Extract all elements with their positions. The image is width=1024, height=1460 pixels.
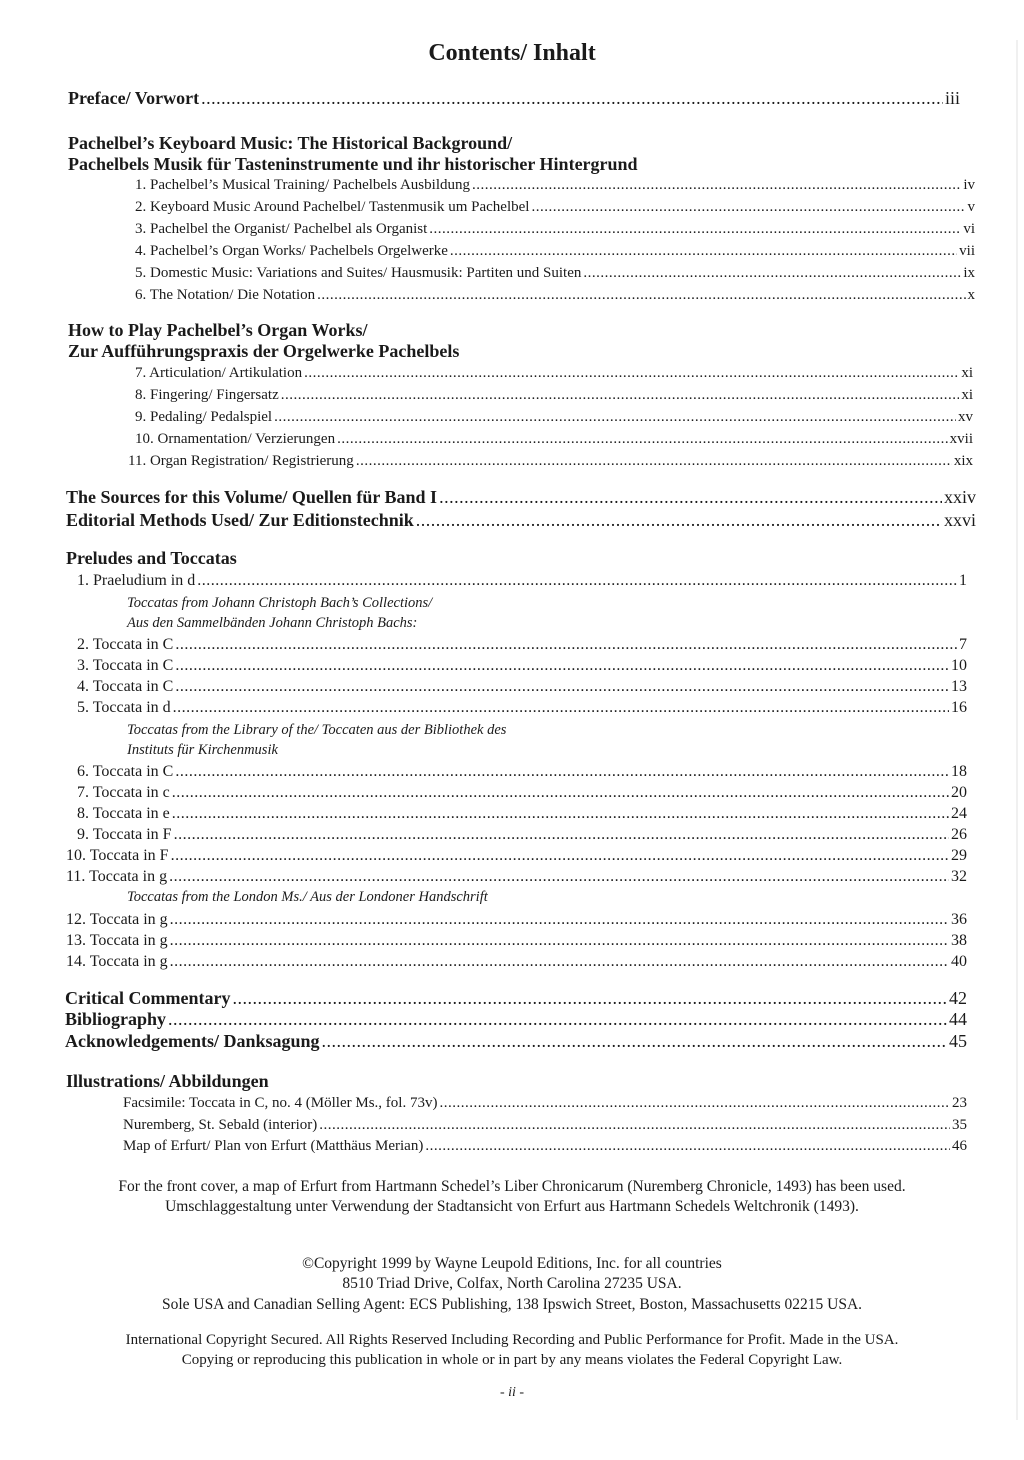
- toc-entry-acknowledgements: [65, 1031, 967, 1052]
- toc-label: 14. Toccata in g: [66, 953, 168, 970]
- toc-label: 11. Toccata in g: [66, 868, 168, 885]
- section-heading: Preludes and Toccatas: [66, 548, 237, 568]
- toc-label: 6. Toccata in C: [77, 763, 174, 780]
- toc-label: 4. Toccata in C: [77, 678, 174, 695]
- toc-entry-editorial: [66, 510, 976, 531]
- toc-entry: [123, 1095, 967, 1112]
- dot-leader: [439, 1095, 950, 1112]
- toc-page: vi: [963, 221, 975, 237]
- dot-leader: [429, 221, 961, 238]
- toc-page: xi: [961, 365, 973, 381]
- toc-label: 5. Domestic Music: Variations and Suites/ Hausmusik: Partiten und Suiten: [135, 265, 582, 281]
- toc-label: 9. Pedaling/ Pedalspiel: [135, 409, 273, 425]
- toc-label: Facsimile: Toccata in C, no. 4 (Möller Ms., fol. 73v): [123, 1095, 438, 1111]
- toc-page: 36: [951, 911, 967, 928]
- toc-page: 26: [951, 826, 967, 843]
- toc-entry-bibliography: [65, 1009, 967, 1030]
- toc-entry: [77, 763, 967, 781]
- dot-leader: [319, 1117, 950, 1134]
- toc-entry: [123, 1117, 967, 1134]
- toc-label: 10. Ornamentation/ Verzierungen: [135, 431, 336, 447]
- dot-leader: [172, 784, 949, 802]
- dot-leader: [304, 365, 959, 382]
- dot-leader: [171, 847, 949, 865]
- toc-entry: [135, 243, 975, 260]
- toc-page: 46: [952, 1138, 967, 1154]
- dot-leader: [169, 868, 949, 886]
- toc-page: 16: [951, 699, 967, 716]
- group-note: Toccatas from Johann Christoph Bach’s Collections/: [127, 595, 433, 611]
- toc-page: xix: [953, 453, 973, 469]
- dot-leader: [472, 177, 961, 194]
- toc-entry: [66, 911, 967, 929]
- copying-warning: Copying or reproducing this publication in whole or in part by any means violates the Federal Copyright Law.: [181, 1352, 843, 1368]
- section-heading: How to Play Pachelbel’s Organ Works/: [68, 320, 368, 340]
- toc-label: 1. Praeludium in d: [77, 572, 196, 589]
- toc-entry-sources: [66, 487, 976, 508]
- toc-entry: [77, 805, 967, 823]
- toc-page: iii: [944, 88, 960, 108]
- toc-label: Preface/ Vorwort: [68, 88, 200, 108]
- copyright-line: ©Copyright 1999 by Wayne Leupold Editions, Inc. for all countries: [302, 1255, 722, 1272]
- dot-leader: [416, 510, 942, 531]
- toc-label: 8. Fingering/ Fingersatz: [135, 387, 279, 403]
- toc-page: x: [967, 287, 975, 303]
- dot-leader: [170, 953, 949, 971]
- toc-entry: [66, 868, 967, 886]
- dot-leader: [425, 1138, 950, 1155]
- toc-page: 42: [949, 988, 967, 1008]
- toc-label: Acknowledgements/ Danksagung: [65, 1031, 320, 1051]
- dot-leader: [197, 572, 957, 590]
- toc-entry: [77, 784, 967, 802]
- toc-page: 45: [949, 1031, 967, 1051]
- dot-leader: [170, 911, 949, 929]
- toc-label: 4. Pachelbel’s Organ Works/ Pachelbels Orgelwerke: [135, 243, 448, 259]
- toc-label: 3. Pachelbel the Organist/ Pachelbel als Organist: [135, 221, 428, 237]
- toc-page: xxvi: [943, 510, 976, 530]
- dot-leader: [174, 826, 949, 844]
- dot-leader: [170, 932, 949, 950]
- dot-leader: [531, 199, 965, 216]
- toc-label: 13. Toccata in g: [66, 932, 168, 949]
- toc-label: 6. The Notation/ Die Notation: [135, 287, 316, 303]
- dot-leader: [175, 763, 949, 781]
- toc-label: 11. Organ Registration/ Registrierung: [128, 453, 354, 469]
- selling-agent: Sole USA and Canadian Selling Agent: ECS Publishing, 138 Ipswich Street, Boston, Massachusetts 02215 USA.: [161, 1296, 863, 1313]
- toc-entry: [135, 387, 973, 404]
- toc-label: 7. Toccata in c: [77, 784, 170, 801]
- toc-label: 9. Toccata in F: [77, 826, 172, 843]
- toc-page: 1: [959, 572, 967, 589]
- dot-leader: [172, 805, 949, 823]
- dot-leader: [232, 988, 947, 1009]
- toc-entry: [135, 199, 975, 216]
- toc-label: 12. Toccata in g: [66, 911, 168, 928]
- toc-entry: [135, 409, 973, 426]
- toc-entry: [66, 847, 967, 865]
- toc-label: Map of Erfurt/ Plan von Erfurt (Matthäus Merian): [123, 1138, 424, 1154]
- dot-leader: [583, 265, 961, 282]
- toc-label: Editorial Methods Used/ Zur Editionstechnik: [66, 510, 414, 530]
- dot-leader: [168, 1009, 947, 1030]
- toc-page: 18: [951, 763, 967, 780]
- toc-page: xi: [961, 387, 973, 403]
- toc-entry: [123, 1138, 967, 1155]
- toc-page: xxiv: [943, 487, 976, 507]
- dot-leader: [173, 699, 949, 717]
- rights-statement: International Copyright Secured. All Rights Reserved Including Recording and Public Performance for Profit. Made in the USA.: [125, 1332, 899, 1348]
- dot-leader: [175, 636, 957, 654]
- toc-page: xvii: [949, 431, 973, 447]
- toc-entry: [77, 826, 967, 844]
- toc-entry-commentary: [65, 988, 967, 1009]
- toc-entry: [128, 453, 973, 470]
- toc-page: v: [967, 199, 975, 215]
- toc-page: 20: [951, 784, 967, 801]
- toc-page: 40: [951, 953, 967, 970]
- section-heading: Illustrations/ Abbildungen: [66, 1071, 269, 1091]
- toc-label: 2. Toccata in C: [77, 636, 174, 653]
- toc-page: xv: [958, 409, 973, 425]
- toc-label: Nuremberg, St. Sebald (interior): [123, 1117, 318, 1133]
- dot-leader: [317, 287, 965, 304]
- toc-label: The Sources for this Volume/ Quellen für Band I: [66, 487, 438, 507]
- toc-page: 7: [959, 636, 967, 653]
- dot-leader: [175, 657, 949, 675]
- toc-page: 13: [951, 678, 967, 695]
- dot-leader: [281, 387, 960, 404]
- toc-label: 1. Pachelbel’s Musical Training/ Pachelbels Ausbildung: [135, 177, 470, 193]
- section-heading: Pachelbels Musik für Tasteninstrumente und ihr historischer Hintergrund: [68, 154, 638, 174]
- toc-entry: [77, 699, 967, 717]
- toc-entry: [135, 221, 975, 238]
- toc-page: 38: [951, 932, 967, 949]
- dot-leader: [274, 409, 956, 426]
- group-note: Toccatas from the London Ms./ Aus der Londoner Handschrift: [127, 889, 488, 905]
- toc-label: 2. Keyboard Music Around Pachelbel/ Tastenmusik um Pachelbel: [135, 199, 530, 215]
- cover-note-de: Umschlaggestaltung unter Verwendung der Stadtansicht von Erfurt aus Hartmann Schedels Weltchronik (1493).: [165, 1198, 859, 1215]
- page-title: Contents/ Inhalt: [428, 40, 596, 66]
- toc-entry: [135, 431, 973, 448]
- toc-entry: [77, 657, 967, 675]
- dot-leader: [201, 88, 943, 109]
- toc-entry-preface: [68, 88, 960, 109]
- toc-page: vii: [959, 243, 975, 259]
- toc-entry: [135, 177, 975, 194]
- toc-page: 29: [951, 847, 967, 864]
- toc-entry: [135, 265, 975, 282]
- toc-entry: [135, 365, 973, 382]
- toc-label: Critical Commentary: [65, 988, 231, 1008]
- group-note: Aus den Sammelbänden Johann Christoph Bachs:: [127, 615, 418, 631]
- toc-page: iv: [963, 177, 975, 193]
- toc-entry: [77, 678, 967, 696]
- toc-label: 5. Toccata in d: [77, 699, 171, 716]
- toc-label: Bibliography: [65, 1009, 167, 1029]
- publisher-address: 8510 Triad Drive, Colfax, North Carolina 27235 USA.: [342, 1275, 682, 1292]
- section-heading: Pachelbel’s Keyboard Music: The Historical Background/: [68, 133, 513, 153]
- dot-leader: [450, 243, 957, 260]
- dot-leader: [356, 453, 952, 470]
- section-heading: Zur Aufführungspraxis der Orgelwerke Pachelbels: [68, 341, 460, 361]
- toc-entry: [66, 932, 967, 950]
- toc-entry: [135, 287, 975, 304]
- dot-leader: [175, 678, 949, 696]
- toc-page: 23: [952, 1095, 967, 1111]
- toc-entry: [77, 636, 967, 654]
- toc-page: 10: [951, 657, 967, 674]
- dot-leader: [439, 487, 942, 508]
- toc-page: ix: [963, 265, 975, 281]
- toc-entry: [77, 572, 967, 590]
- dot-leader: [337, 431, 948, 448]
- group-note: Toccatas from the Library of the/ Toccaten aus der Bibliothek des: [127, 722, 507, 738]
- toc-label: 8. Toccata in e: [77, 805, 170, 822]
- toc-page: 24: [951, 805, 967, 822]
- toc-label: 3. Toccata in C: [77, 657, 174, 674]
- cover-note-en: For the front cover, a map of Erfurt from Hartmann Schedel’s Liber Chronicarum (Nuremberg Chronicle, 1493) has been used.: [118, 1178, 906, 1195]
- toc-page: 32: [951, 868, 967, 885]
- toc-page: 35: [952, 1117, 967, 1133]
- dot-leader: [322, 1031, 947, 1052]
- toc-label: 10. Toccata in F: [66, 847, 169, 864]
- toc-entry: [66, 953, 967, 971]
- group-note: Instituts für Kirchenmusik: [127, 742, 278, 758]
- toc-label: 7. Articulation/ Artikulation: [135, 365, 303, 381]
- toc-page: 44: [949, 1009, 967, 1029]
- page-number: - ii -: [499, 1385, 525, 1400]
